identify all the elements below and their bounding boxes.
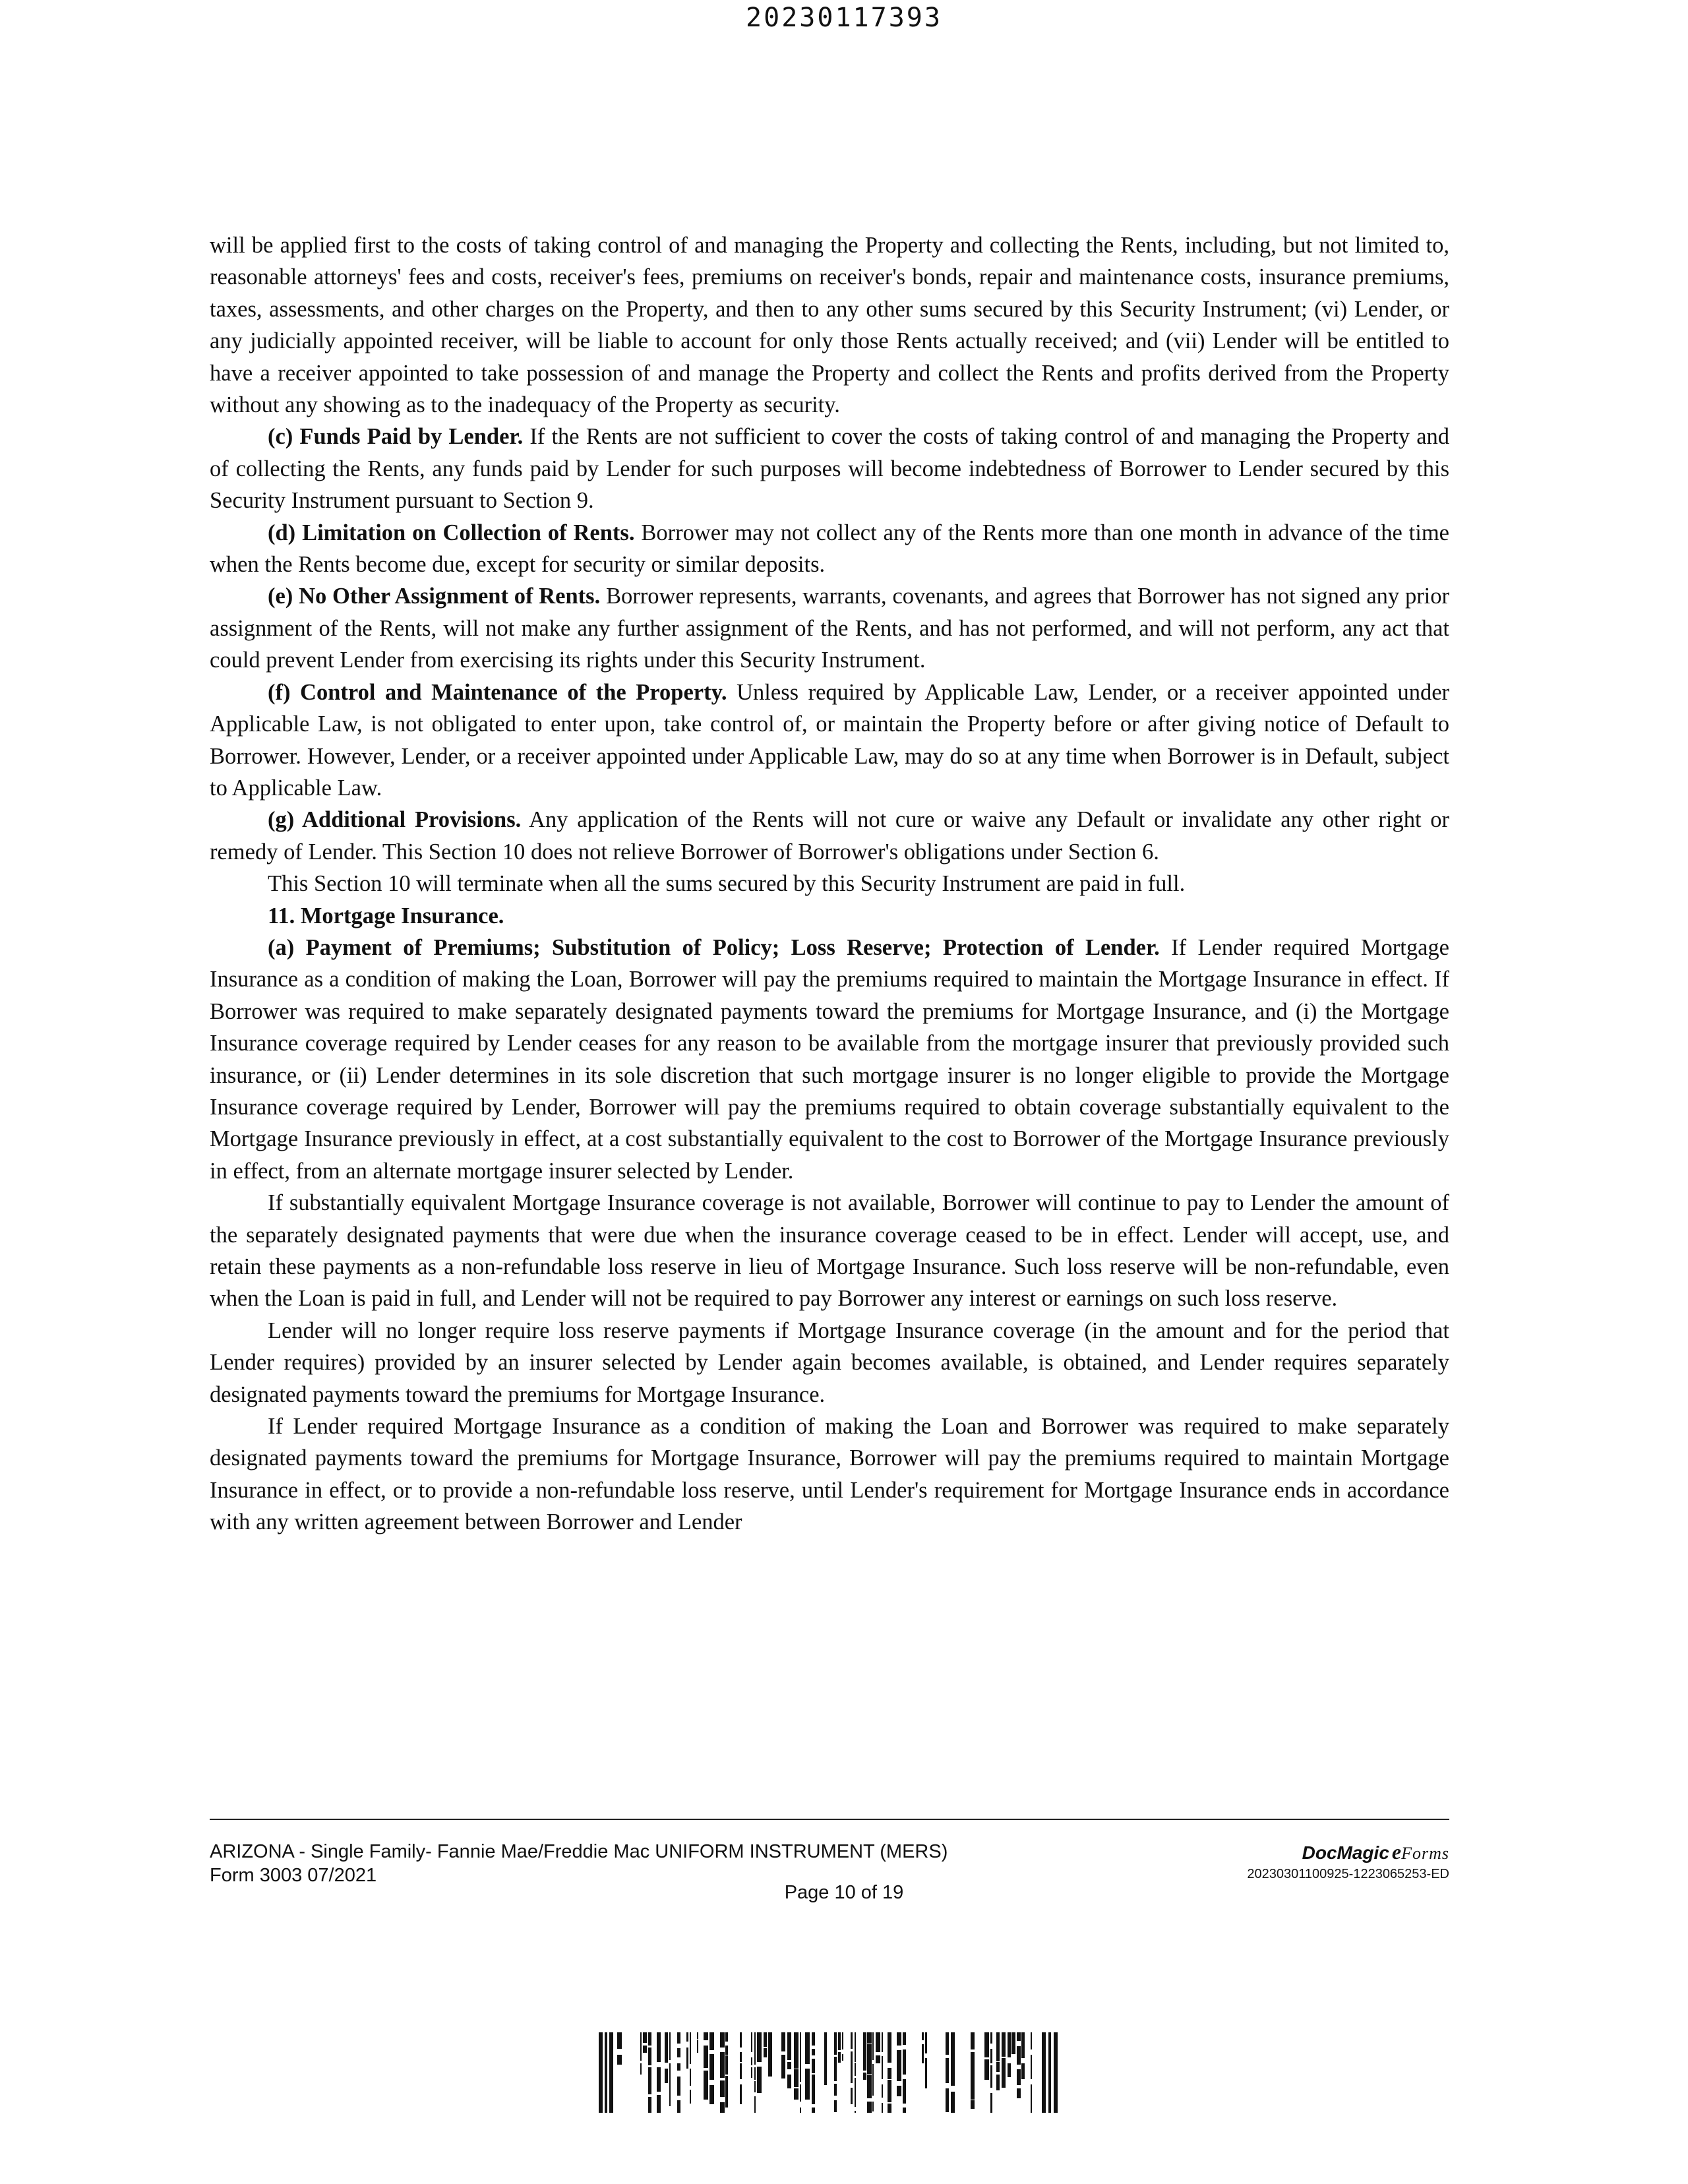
paragraph-text: This Section 10 will terminate when all the sums secured by this Security Instrument are paid in full. [268,871,1186,897]
paragraph-funds-paid-by-lender [210,421,1449,516]
paragraph-heading: (g) Additional Provisions. [268,807,522,833]
paragraph-rents-application [210,229,1449,421]
brand-forms: Forms [1401,1844,1449,1863]
footer-form-info [210,1840,948,1887]
paragraph-loss-reserve [210,1187,1449,1315]
form-title: ARIZONA - Single Family- Fannie Mae/Freddie Mac UNIFORM INSTRUMENT (MERS) [210,1841,948,1862]
paragraph-heading: (c) Funds Paid by Lender. [268,424,524,450]
paragraph-text: If Lender required Mortgage Insurance as a condition of making the Loan, Borrower will pay the premiums required to maintain the Mortgage Insurance in effect. If Borrower was required to make separately designated payments toward the premiums for Mortgage Insurance, and (i) the Mortgage Insurance coverage required by Lender ceases for any reason to be available from the mortgage insurer that previously provided such insurance, or (ii) Lender determines in its sole discretion that such mortgage insurer is no longer eligible to provide the Mortgage Insurance coverage required by Lender, Borrower will pay the premiums required to obtain coverage substantially equivalent to the Mortgage Insurance previously in effect, at a cost substantially equivalent to the cost to Borrower of the Mortgage Insurance previously in effect, from an alternate mortgage insurer selected by Lender. [210,934,1449,1184]
paragraph-heading: (d) Limitation on Collection of Rents. [268,520,635,545]
paragraph-payment-of-premiums [210,932,1449,1187]
paragraph-text: will be applied first to the costs of taking control of and managing the Property and collecting the Rents, including, but not limited to, reasonable attorneys' fees and costs, receiver's fees, premiums on receiver's bonds, repair and maintenance costs, insurance premiums, taxes, assessments, and other charges on the Property, and then to any other sums secured by this Security Instrument; (vi) Lender, or any judicially appointed receiver, will be liable to account for only those Rents actually received; and (vii) Lender will be entitled to have a receiver appointed to take possession of and manage the Property and collect the Rents and profits derived from the Property without any showing as to the inadequacy of the Property as security. [210,233,1449,418]
document-id: 20230301100925-1223065253-ED [1247,1867,1449,1881]
paragraph-text: Borrower represents, warrants, covenants, and agrees that Borrower has not signed any prior assignment of the Rents, will not make any further assignment of the Rents, and has not performed, and will not perform, any act that could prevent Lender from exercising its rights under this Security Instrument. [210,584,1450,673]
paragraph-text: Any application of the Rents will not cure or waive any Default or invalidate any other right or remedy of Lender. This Section 10 does not relieve Borrower of Borrower's obligations under Section 6. [210,807,1449,864]
paragraph-mortgage-insurance-requirement [210,1410,1449,1538]
footer-divider [210,1819,1449,1820]
recording-number: 20230117393 [746,3,942,33]
footer-brand [1247,1840,1449,1882]
brand-e: e [1391,1840,1402,1864]
paragraph-text: If the Rents are not sufficient to cover the costs of taking control of and managing the Property and of collecting the Rents, any funds paid by Lender for such purposes will become indebtedness of Borrower to Lender secured by this Security Instrument pursuant to Section 9. [210,424,1450,514]
barcode-icon [599,2032,1059,2113]
paragraph-text: Borrower may not collect any of the Rents more than one month in advance of the time when the Rents become due, except for security or similar deposits. [210,520,1449,578]
page-number: Page 10 of 19 [784,1882,904,1903]
paragraph-heading: (f) Control and Maintenance of the Property. [268,679,727,705]
paragraph-heading: (e) No Other Assignment of Rents. [268,584,601,609]
docmagic-logo [1247,1840,1449,1864]
paragraph-no-other-assignment [210,580,1449,676]
paragraph-section-10-termination [210,868,1449,899]
paragraph-text: Lender will no longer require loss reserve payments if Mortgage Insurance coverage (in the amount and for the period that Lender requires) provided by an insurer selected by Lender again becomes available, is obtained, and Lender requires separately designated payments toward the premiums for Mortgage Insurance. [210,1318,1449,1407]
paragraph-additional-provisions [210,804,1449,868]
paragraph-control-and-maintenance [210,677,1449,804]
brand-name: DocMagic [1302,1842,1389,1863]
paragraph-text: If Lender required Mortgage Insurance as a condition of making the Loan and Borrower was required to make separately designated payments toward the premiums for Mortgage Insurance, Borrower will pay the premiums required to maintain Mortgage Insurance in effect, or to provide a non-refundable loss reserve, until Lender's requirement for Mortgage Insurance ends in accordance with any written agreement between Borrower and Lender [210,1414,1449,1535]
paragraph-text: Unless required by Applicable Law, Lender, or a receiver appointed under Applicable Law, is not obligated to enter upon, take control of, or maintain the Property before or after giving notice of Default to Borrower. However, Lender, or a receiver appointed under Applicable Law, may do so at any time when Borrower is in Default, subject to Applicable Law. [210,679,1450,801]
paragraph-text: If substantially equivalent Mortgage Insurance coverage is not available, Borrower will continue to pay to Lender the amount of the separately designated payments that were due when the insurance coverage ceased to be in effect. Lender will accept, use, and retain these payments as a non-refundable loss reserve in lieu of Mortgage Insurance. Such loss reserve will be non-refundable, even when the Loan is paid in full, and Lender will not be required to pay Borrower any interest or earnings on such loss reserve. [210,1190,1449,1312]
document-body [210,229,1449,1538]
paragraph-loss-reserve-end [210,1315,1449,1410]
section-heading: 11. Mortgage Insurance. [268,903,504,928]
paragraph-limitation-on-collection [210,517,1449,581]
form-number: Form 3003 07/2021 [210,1865,377,1886]
paragraph-heading: (a) Payment of Premiums; Substitution of Policy; Loss Reserve; Protection of Lender. [268,934,1160,960]
section-11-heading [210,900,1449,932]
